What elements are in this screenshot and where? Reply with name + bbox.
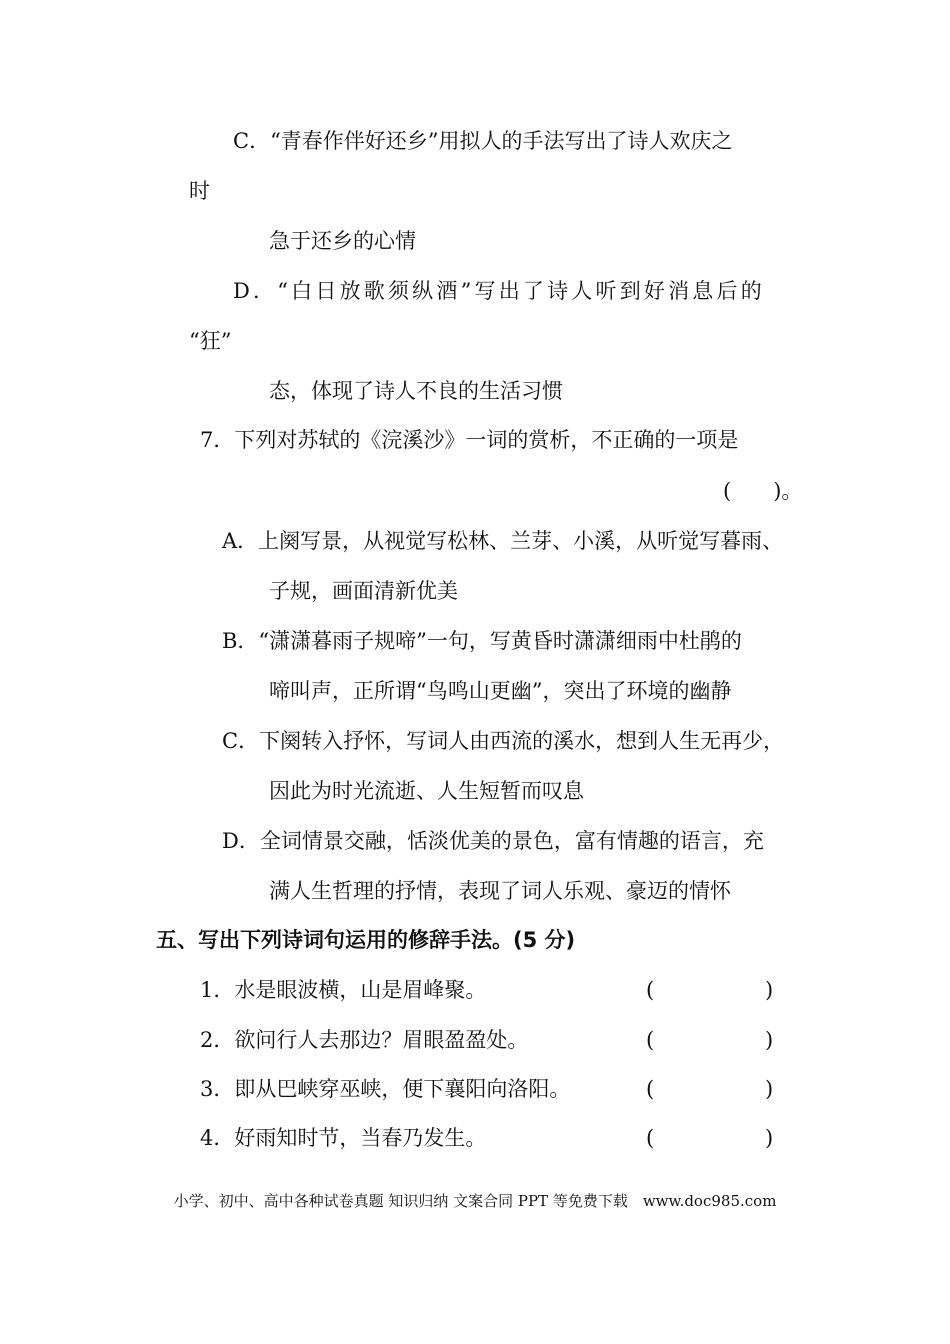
option-d-line-2: “狂” (189, 329, 232, 353)
option-c-line-2: 时 (189, 179, 210, 203)
question-7-answer-blank[interactable]: ( )。 (723, 479, 803, 503)
q7-option-b-line-2: 啼叫声，正所谓“鸟鸣山更幽”，突出了环境的幽静 (269, 679, 732, 703)
section-5-item-1: 1．水是眼波横，山是眉峰聚。 (200, 978, 487, 1002)
q7-option-c-line-2: 因此为时光流逝、人生短暂而叹息 (269, 779, 584, 803)
q7-option-d-line-1: D．全词情景交融，恬淡优美的景色，富有情趣的语言，充 (222, 829, 764, 853)
q7-option-c-line-1: C．下阕转入抒怀，写词人由西流的溪水，想到人生无再少， (222, 729, 785, 753)
answer-blank-3-open[interactable]: ( (646, 1077, 655, 1101)
answer-blank-2-close[interactable]: ) (765, 1028, 774, 1052)
option-d-line-3: 态，体现了诗人不良的生活习惯 (269, 379, 563, 403)
answer-blank-1-open[interactable]: ( (646, 978, 655, 1002)
page-footer: 小学、初中、高中各种试卷真题 知识归纳 文案合同 PPT 等免费下载 www.doc985.com (173, 1192, 777, 1210)
q7-option-b-line-1: B．“潇潇暮雨子规啼”一句，写黄昏时潇潇细雨中杜鹃的 (222, 629, 742, 653)
section-5-item-2: 2．欲问行人去那边？眉眼盈盈处。 (200, 1028, 529, 1052)
answer-blank-1-close[interactable]: ) (765, 978, 774, 1002)
answer-blank-3-close[interactable]: ) (765, 1077, 774, 1101)
answer-blank-4-open[interactable]: ( (646, 1126, 655, 1150)
option-d-line-1: D．“白日放歌须纵酒”写出了诗人听到好消息后的 (233, 279, 765, 303)
answer-blank-2-open[interactable]: ( (646, 1028, 655, 1052)
option-c-line-3: 急于还乡的心情 (269, 229, 416, 253)
section-5-item-4: 4．好雨知时节，当春乃发生。 (200, 1126, 487, 1150)
q7-option-d-line-2: 满人生哲理的抒情，表现了词人乐观、豪迈的情怀 (269, 879, 731, 903)
answer-blank-4-close[interactable]: ) (765, 1126, 774, 1150)
section-5-item-3: 3．即从巴峡穿巫峡，便下襄阳向洛阳。 (200, 1077, 571, 1101)
q7-option-a-line-2: 子规，画面清新优美 (269, 579, 458, 603)
option-c-line-1: C．“青春作伴好还乡”用拟人的手法写出了诗人欢庆之 (233, 129, 733, 153)
q7-option-a-line-1: A．上阕写景，从视觉写松林、兰芽、小溪，从听觉写暮雨、 (222, 529, 784, 553)
section-5-heading: 五、写出下列诗词句运用的修辞手法。(5 分) (156, 928, 576, 952)
question-7-stem: 7．下列对苏轼的《浣溪沙》一词的赏析，不正确的一项是 (200, 428, 739, 452)
